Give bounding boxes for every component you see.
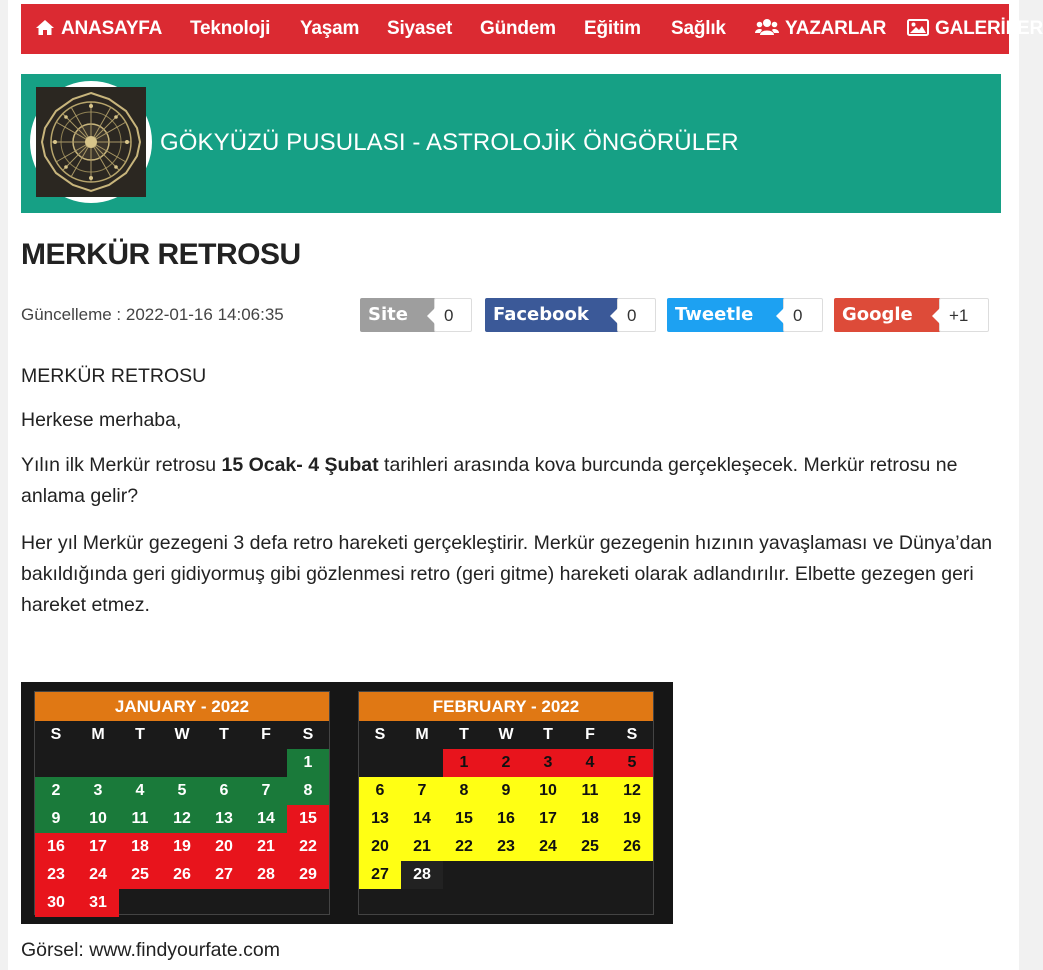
calendar-month-title: JANUARY - 2022 [35,692,329,721]
share-site[interactable] [360,298,472,332]
calendar-day: 17 [77,833,119,861]
share-google-count: +1 [939,298,989,332]
nav-item-teknoloji[interactable]: Teknoloji [190,18,271,39]
day-of-week-label: T [135,726,145,743]
day-of-week-label: S [302,726,314,743]
day-of-week-label: S [626,726,638,743]
blog-title[interactable]: GÖKYÜZÜ PUSULASI - ASTROLOJİK ÖNGÖRÜLER [160,129,739,156]
calendar-day: 12 [161,805,203,833]
calendar-empty-cell [119,889,161,917]
calendar-day: 28 [245,861,287,889]
calendar-empty-cell [569,861,611,889]
article-paragraph: Herkese merhaba, [21,409,182,431]
day-of-week-label: F [261,726,271,743]
calendar-day: 29 [287,861,329,889]
update-timestamp: Güncelleme : 2022-01-16 14:06:35 [21,305,284,324]
calendar-day: 6 [359,777,401,805]
calendar-day: 21 [401,833,443,861]
blog-header-banner [21,74,1001,213]
share-google[interactable] [834,298,989,332]
calendar-empty-cell [203,749,245,777]
calendar-day: 18 [569,805,611,833]
day-of-week-label: T [219,726,229,743]
calendar-day: 16 [35,833,77,861]
retrograde-calendar-image [21,682,673,924]
calendar-day: 14 [401,805,443,833]
calendar-day: 14 [245,805,287,833]
calendar-empty-cell [245,889,287,917]
calendar-day: 3 [77,777,119,805]
calendar-empty-cell [443,861,485,889]
calendar-day: 22 [287,833,329,861]
calendar-empty-cell [203,889,245,917]
nav-item-galeriler[interactable] [907,4,1043,54]
calendar-day: 13 [203,805,245,833]
calendar-day: 4 [119,777,161,805]
calendar-day: 8 [287,777,329,805]
calendar-day: 26 [611,833,653,861]
author-avatar[interactable] [30,81,152,203]
calendar-empty-cell [287,889,329,917]
calendar-day: 27 [203,861,245,889]
calendar-day: 18 [119,833,161,861]
article-title: MERKÜR RETROSU [21,238,301,271]
calendar-empty-cell [401,749,443,777]
calendar-day: 31 [77,889,119,917]
share-site-button[interactable]: Site [360,298,436,332]
calendar-day: 17 [527,805,569,833]
nav-item-anasayfa[interactable] [35,4,162,54]
calendar-day: 8 [443,777,485,805]
share-twitter[interactable] [667,298,823,332]
calendar-empty-cell [119,749,161,777]
share-google-button[interactable]: Google [834,298,941,332]
top-nav [21,4,1043,54]
calendar-day: 20 [203,833,245,861]
calendar-february [358,691,654,915]
calendar-day: 16 [485,805,527,833]
nav-item-saglik[interactable]: Sağlık [671,18,726,39]
calendar-day: 19 [611,805,653,833]
astrology-wheel-icon [36,87,146,197]
day-of-week-label: S [50,726,62,743]
calendar-day: 7 [245,777,287,805]
calendar-day: 15 [287,805,329,833]
day-of-week-label: M [415,726,429,743]
calendar-day: 5 [611,749,653,777]
calendar-day: 10 [527,777,569,805]
day-of-week-label: S [374,726,386,743]
nav-label: ANASAYFA [61,18,163,39]
calendar-day: 4 [569,749,611,777]
day-of-week-label: W [498,726,514,743]
nav-label: YAZARLAR [785,18,887,39]
calendar-day: 23 [485,833,527,861]
calendar-day: 9 [35,805,77,833]
calendar-empty-cell [35,749,77,777]
calendar-day: 11 [569,777,611,805]
calendar-day: 9 [485,777,527,805]
share-twitter-count: 0 [783,298,823,332]
day-of-week-label: T [459,726,469,743]
users-icon [755,6,779,56]
share-facebook-count: 0 [617,298,656,332]
calendar-day: 6 [203,777,245,805]
calendar-day: 3 [527,749,569,777]
calendar-day: 2 [485,749,527,777]
day-of-week-label: M [91,726,105,743]
calendar-empty-cell [485,861,527,889]
calendar-day: 19 [161,833,203,861]
calendar-empty-cell [359,749,401,777]
home-icon [35,6,55,56]
day-of-week-label: F [585,726,595,743]
calendar-empty-cell [161,889,203,917]
article-paragraph: Her yıl Merkür gezegeni 3 defa retro hareketi gerçekleştirir. Merkür gezegenin hızının yavaşlaması ve Dünya’dan bakıldığında geri gidiyormuş gibi gözlenmesi retro (geri gitme) hareketi olarak adlandırılır. Elbette gezegen geri hareket etmez. [21,532,993,616]
calendar-day: 2 [35,777,77,805]
calendar-january [34,691,330,915]
calendar-day: 28 [401,861,443,889]
nav-item-egitim[interactable]: Eğitim [584,18,641,39]
calendar-day: 13 [359,805,401,833]
image-caption: Görsel: www.findyourfate.com [21,939,281,961]
calendar-day: 25 [569,833,611,861]
day-of-week-label: W [174,726,190,743]
calendar-day: 22 [443,833,485,861]
calendar-day: 7 [401,777,443,805]
nav-item-gundem[interactable]: Gündem [480,18,556,39]
calendar-day: 26 [161,861,203,889]
image-icon [907,6,929,56]
date-range-bold: 15 Ocak- 4 Şubat [221,454,379,476]
text-span: tarihleri arasında kova burcunda gerçekleşecek. Merkür retrosu ne anlama gelir? [21,454,958,507]
calendar-day: 1 [287,749,329,777]
calendar-day: 15 [443,805,485,833]
calendar-day: 23 [35,861,77,889]
calendar-day: 10 [77,805,119,833]
calendar-day: 27 [359,861,401,889]
day-of-week-label: T [543,726,553,743]
text-span: Yılın ilk Merkür retrosu [21,454,222,476]
calendar-empty-cell [245,749,287,777]
page [8,0,1043,970]
article-paragraph [21,450,996,512]
calendar-day: 24 [527,833,569,861]
calendar-day: 12 [611,777,653,805]
share-facebook[interactable] [485,298,656,332]
calendar-empty-cell [161,749,203,777]
calendar-day: 25 [119,861,161,889]
article-paragraph: MERKÜR RETROSU [21,365,207,387]
calendar-day: 1 [443,749,485,777]
calendar-empty-cell [611,861,653,889]
calendar-day: 5 [161,777,203,805]
calendar-day: 24 [77,861,119,889]
nav-item-yasam[interactable]: Yaşam [300,18,360,39]
nav-label: GALERİLER [935,18,1043,39]
calendar-day: 30 [35,889,77,917]
share-site-count: 0 [434,298,472,332]
calendar-day: 11 [119,805,161,833]
calendar-empty-cell [77,749,119,777]
nav-item-yazarlar[interactable] [755,4,886,54]
calendar-month-title: FEBRUARY - 2022 [359,692,653,721]
share-facebook-button[interactable]: Facebook [485,298,619,332]
calendar-empty-cell [527,861,569,889]
nav-item-siyaset[interactable]: Siyaset [387,18,453,39]
calendar-day: 20 [359,833,401,861]
calendar-day: 21 [245,833,287,861]
share-twitter-button[interactable]: Tweetle [667,298,785,332]
